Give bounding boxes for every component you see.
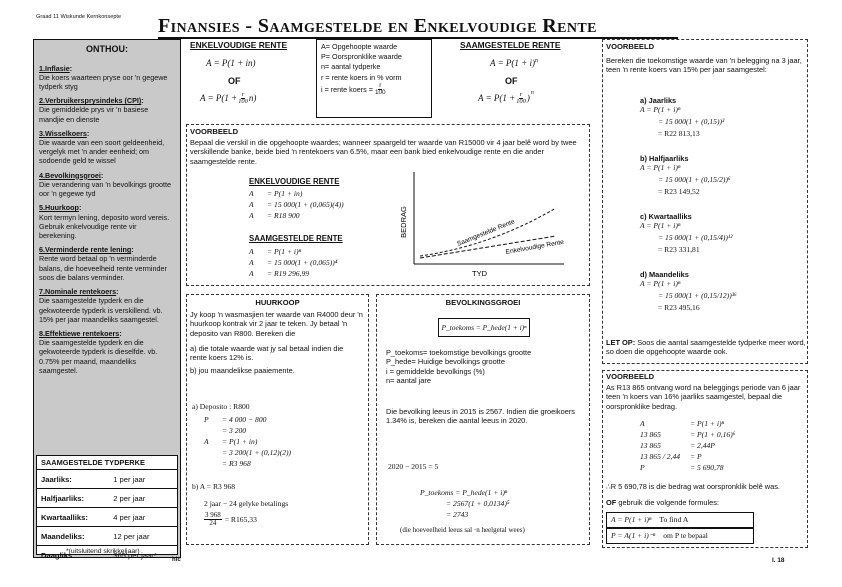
huurkoop-b-label: b) A = R3 968 — [192, 482, 236, 491]
tydperke-value: 4 per jaar — [109, 508, 177, 527]
bevolking-line: = 2567(1 + 0,0134)⁵ — [446, 499, 510, 508]
example1-simple-title: ENKELVOUDIGE RENTE — [249, 177, 340, 186]
sidebar-item-name: Verbruikersprysindeks (CPI) — [45, 96, 142, 106]
example2-part-line: = 15 000(1 + (0,15/12))³⁶ — [658, 291, 737, 301]
bevolking-def: i = gemiddelde bevolkings (%) — [386, 366, 485, 376]
calc-row — [249, 199, 344, 210]
example2-part-result: = R22 813,13 — [658, 128, 700, 138]
tydperke-value: 1 per jaar — [109, 470, 177, 489]
calc-lhs: 13 865 — [640, 429, 661, 439]
huurkoop-b-frac: $\frac{3 968}{24}$ = R165,33 — [205, 511, 257, 527]
example2-part-result: = R23 495,16 — [658, 302, 700, 312]
sidebar-item-heading — [39, 96, 175, 105]
sidebar-item-name: Bevolkingsgroei — [45, 170, 101, 180]
calc-lhs: A — [249, 188, 254, 198]
example2-part-line: A = P(1 + i)ⁿ — [640, 221, 681, 231]
example2-part-label: c) Kwartaalliks — [640, 212, 692, 221]
calc-lhs: 13 865 — [640, 440, 661, 450]
sidebar-item-colon: : — [119, 328, 122, 338]
sidebar-item — [39, 329, 175, 375]
calc-row — [249, 210, 344, 221]
sidebar-item-colon: : — [100, 170, 104, 180]
footer-fragment: hic — [172, 557, 181, 563]
example3-text: As R13 865 ontvang word na beleggings periode van 6 jaar teen 'n koers van 16% jaarliks saamgestel, bepaal die oorspronklike bedrag. — [606, 383, 801, 411]
example2-part — [640, 96, 800, 154]
calc-lhs: P — [204, 414, 209, 424]
calc-row — [249, 188, 344, 199]
sidebar-item-name: Nominale rentekoers — [45, 287, 117, 297]
calc-row — [249, 268, 337, 279]
bevolking-definitions — [386, 348, 586, 386]
legend-item: n= aantal tydperke — [321, 62, 381, 72]
tydperke-key: Daagliks: — [37, 546, 109, 565]
tydperke-row — [37, 470, 177, 489]
calc-rhs: = R19 296,99 — [267, 268, 310, 278]
sidebar-item-colon: : — [78, 203, 82, 213]
calc-rhs: = 15 000(1 + (0,065))⁴ — [267, 257, 338, 267]
sidebar-item-heading — [39, 329, 175, 338]
calc-row — [204, 425, 291, 436]
interest-graph — [396, 166, 574, 278]
sidebar-item-body: Kort termyn lening, deposito word vereis. Gebruik enkelvoudige rente vir berekening. — [39, 212, 170, 241]
graph-x-label: TYD — [472, 269, 487, 278]
simple-alt-formula — [200, 92, 256, 106]
calc-row — [640, 418, 735, 429]
sidebar-item-colon: : — [141, 96, 144, 106]
calc-rhs: = 2,44P — [690, 440, 715, 450]
calc-rhs: = P(1 + in) — [222, 436, 258, 446]
bevolking-note: (die hoeveelheid leeus sal ·n heelgetal wees) — [400, 526, 525, 534]
calc-row — [640, 462, 735, 473]
calc-rhs: = P — [690, 451, 702, 461]
legend-i: i = rente koers = $\frac{r}{100}$ — [321, 81, 386, 97]
calc-rhs: = 3 200 — [222, 425, 247, 435]
simple-alt-post: n) — [248, 93, 257, 104]
example2-part-line: = 15 000(1 + (0,15))³ — [658, 117, 725, 127]
sidebar-item-title: 3. — [39, 128, 45, 138]
bevolking-def: P_toekoms= toekomstige bevolkings grootte — [386, 348, 532, 357]
simple-formula: A = P(1 + in) — [206, 58, 256, 68]
calc-row — [204, 436, 291, 447]
bevolking-title: BEVOLKINGSGROEI — [445, 298, 521, 307]
tydperke-key: Maandeliks: — [37, 527, 109, 546]
example2-part-line: = 15 000(1 + (0,15/2))⁶ — [658, 175, 731, 185]
example1-simple-calc — [249, 188, 344, 221]
calc-rhs: = 5 690,78 — [690, 462, 724, 472]
example2-part-label: a) Jaarliks — [640, 96, 677, 105]
calc-lhs: 13 865 / 2,44 — [640, 451, 681, 461]
or-label-1: OF — [228, 76, 241, 86]
sidebar-item-title: 2. — [39, 96, 45, 106]
sidebar-item-title: 1. — [39, 63, 45, 73]
example1-text: Bepaal die verskil in die opgehoopte waardes; wanneer spaargeld ter waarde van R15000 vir 4 jaar belê word by twee verskillende banke, beide bied 'n rentekoers van 6.5%, maar een bank bied enkelvoudige rente en die ander saamgestelde rente. — [190, 138, 577, 166]
calc-rhs: = R18 900 — [267, 210, 300, 220]
tydperke-table — [36, 455, 178, 560]
calc-row — [204, 414, 291, 425]
sidebar-item-title: 5. — [39, 203, 45, 213]
tydperke-key: Kwartaalliks: — [37, 508, 109, 527]
sidebar-item-heading — [39, 203, 175, 212]
sidebar-item-name: Inflasie — [45, 63, 70, 73]
example2-part-line: A = P(1 + i)ⁿ — [640, 279, 681, 289]
example2-text: Bereken die toekomstige waarde van 'n belegging na 3 jaar, teen 'n rente koers van 15% per jaar saamgestel: — [606, 56, 802, 75]
calc-lhs: A — [249, 199, 254, 209]
tydperke-note: *(uitsluitend skrikkeljaar) — [66, 548, 140, 555]
sidebar-item-body: Die koers waarteen pryse oor 'n gegewe tydperk styg — [39, 72, 168, 91]
tydperke-title: SAAMGESTELDE TYDPERKE — [41, 458, 145, 467]
grade-label: Graad 11 Wiskunde Kernkonsepte — [36, 14, 122, 20]
tydperke-row — [37, 527, 177, 546]
sidebar-item — [39, 171, 175, 199]
huurkoop-a-calc — [204, 414, 291, 469]
tydperke-value: 2 per jaar — [109, 489, 177, 508]
legend-list — [321, 42, 427, 83]
formula-box-p: P = A(1 + i)⁻ⁿ om P te bepaal — [606, 528, 754, 544]
calc-rhs: = P(1 + in) — [267, 188, 303, 198]
example2-part-line: = 15 000(1 + (0,15/4))¹² — [658, 233, 733, 243]
calc-lhs: P — [640, 462, 645, 472]
sidebar-title: ONTHOU: — [86, 44, 128, 54]
huurkoop-b-line1: 2 jaar − 24 gelyke betalings — [204, 499, 289, 508]
calc-rhs: = 15 000(1 + (0,065)(4)) — [267, 199, 344, 209]
calc-row — [640, 429, 735, 440]
huurkoop-title: HUURKOOP — [255, 298, 300, 307]
sidebar-item-colon: : — [69, 63, 73, 73]
sidebar-item-name: Wisselkoers — [45, 128, 87, 138]
formula-box-a: A = P(1 + i)ⁿ To find A — [606, 512, 754, 528]
example1-compound-calc — [249, 246, 337, 279]
page-number: l. 18 — [772, 557, 785, 564]
simple-alt-frac: $\frac{r}{100}$ — [238, 91, 248, 106]
calc-rhs: = P(1 + 0,16)⁶ — [690, 429, 736, 439]
calc-row — [249, 246, 337, 257]
calc-row — [204, 458, 291, 469]
sidebar-item-title: 6. — [39, 245, 45, 255]
example2-part-label: b) Halfjaarliks — [640, 154, 689, 163]
sidebar-item-colon: : — [131, 245, 134, 255]
calc-lhs: A — [249, 257, 254, 267]
sidebar-item-body: Die waarde van een soort geldeenheid, vergelyk met 'n ander eenheid; om sodoende geld te wissel — [39, 138, 165, 166]
calc-row — [640, 440, 735, 451]
sidebar-item-body: Die verandering van 'n bevolkings grootte oor 'n gegewe tyd — [39, 179, 172, 199]
bevolking-formula: P_toekoms = P_hede(1 + i)ⁿ — [438, 318, 530, 337]
sidebar-item-title: 4. — [39, 170, 45, 180]
calc-row — [249, 257, 337, 268]
huurkoop-part-b: b) jou maandelikse paaiemente. — [190, 366, 295, 375]
sidebar-item-heading — [39, 64, 175, 73]
example1-title: VOORBEELD — [190, 127, 239, 136]
graph-y-label: BEDRAG — [399, 206, 408, 238]
calc-row — [640, 451, 735, 462]
sidebar-item-body: Die saamgestelde typderk en die gekwoteerde typderk is dieselfde. vb. 0.75% per maand, maandeliks saamgestel. — [39, 338, 158, 375]
example3-calc — [640, 418, 735, 473]
legend-item: r = rente koers in % vorm — [321, 72, 402, 82]
bevolking-def: P_hede= Huidige bevolkings grootte — [386, 357, 505, 367]
sidebar-item-heading — [39, 129, 175, 138]
sidebar-item-name: Huurkoop — [45, 203, 79, 213]
huurkoop-part-a: a) die totale waarde wat jy sal betaal indien die rente koers 12% is. — [190, 344, 344, 363]
sidebar-item-colon: : — [116, 287, 119, 297]
tydperke-key: Jaarliks: — [37, 470, 109, 489]
sidebar-item-heading — [39, 171, 175, 180]
sidebar-item — [39, 96, 175, 124]
simple-formula-title: ENKELVOUDIGE RENTE — [190, 40, 288, 50]
calc-rhs: = P(1 + i)ⁿ — [690, 418, 724, 428]
calc-lhs: A — [249, 210, 254, 220]
calc-lhs: A — [640, 418, 645, 428]
huurkoop-text: Jy koop 'n wasmasjien ter waarde van R4000 deur 'n huurkoop kontrak vir 2 jaar te teken. Jy betaal 'n deposito van R800. Bereken die — [190, 310, 363, 338]
example2-part-label: d) Maandeliks — [640, 270, 689, 279]
compound-formula: $A = P(1 + i)^n$ — [490, 58, 538, 68]
legend-box — [316, 39, 432, 118]
example2-let-op: LET OP: Soos die aantal saamgestelde tydperke meer word, so doen die opgehoopte waarde ook. — [606, 338, 806, 357]
calc-lhs: A — [249, 246, 254, 256]
tydperke-key: Halfjaarliks: — [37, 489, 109, 508]
sidebar-list — [39, 64, 175, 376]
calc-lhs: A — [204, 436, 209, 446]
compound-alt-formula: A = P(1 + $\frac{r}{100}$ ) $^n$ — [478, 90, 534, 106]
example2-title: VOORBEELD — [606, 42, 655, 51]
example2-part-result: = R23 149,52 — [658, 186, 700, 196]
calc-row — [204, 447, 291, 458]
sidebar-item — [39, 64, 175, 92]
bevolking-years: 2020 − 2015 = 5 — [388, 462, 439, 471]
sidebar-item — [39, 129, 175, 166]
graph-compound-label: Saamgestelde Rente — [456, 218, 516, 248]
example2-parts — [640, 96, 800, 328]
example2-part-line: A = P(1 + i)ⁿ — [640, 105, 681, 115]
example3-title: VOORBEELD — [606, 372, 655, 381]
example2-part — [640, 154, 800, 212]
bevolking-line: P_toekoms = P_hede(1 + i)ⁿ — [420, 488, 508, 497]
calc-lhs: A — [249, 268, 254, 278]
calc-rhs: = P(1 + i)ⁿ — [267, 246, 301, 256]
legend-item: P= Oorspronklike waarde — [321, 52, 402, 62]
sidebar-item-heading — [39, 287, 175, 296]
or-label-2: OF — [505, 76, 518, 86]
example1-compound-title: SAAMGESTELDE RENTE — [249, 234, 343, 243]
example3-of: OF gebruik die volgende formules: — [606, 498, 719, 507]
sidebar-item-title: 8. — [39, 328, 45, 338]
calc-rhs: = 4 000 − 800 — [222, 414, 267, 424]
sidebar-item-name: Effektiewe rentekoers — [45, 328, 120, 338]
example2-part — [640, 212, 800, 270]
simple-alt-pre: A = P(1 + — [200, 93, 238, 104]
example2-part-line: A = P(1 + i)ⁿ — [640, 163, 681, 173]
bevolking-calc — [420, 488, 510, 521]
sidebar-item-body: Die saamgestelde typderk en die gekwoteerde typderk is verskillend. vb. 15% per jaar maandeliks saamgestel. — [39, 296, 163, 324]
tydperke-row — [37, 508, 177, 527]
tydperke-value: 365 per jaar* — [109, 546, 177, 565]
sidebar-item — [39, 245, 175, 282]
example3-conclusion: ∴R 5 690,78 is die bedrag wat oorspronklik belê was. — [606, 482, 780, 491]
calc-rhs: = 3 200(1 + (0,12)(2)) — [222, 447, 292, 457]
sidebar-item-name: Verminderde rente lening — [45, 245, 132, 255]
legend-item: A= Opgehoopte waarde — [321, 42, 398, 51]
compound-formula-title: SAAMGESTELDE RENTE — [460, 40, 561, 50]
sidebar-item — [39, 287, 175, 324]
tydperke-value: 12 per jaar — [109, 527, 177, 546]
sidebar-item-title: 7. — [39, 287, 45, 297]
sidebar-item-heading — [39, 245, 175, 254]
bevolking-text: Die bevolking leeus in 2015 is 2567. Indien die groeikoers 1.34% is, bereken die aantal leeus in 2020. — [386, 407, 575, 426]
example2-part-result: = R23 331,81 — [658, 244, 700, 254]
example2-part — [640, 270, 800, 328]
calc-rhs: = R3 968 — [222, 458, 251, 468]
sidebar-item-body: Rente word betaal op 'n verminderde balans, die hoeveelheid rente verminder soos die balans verminder. — [39, 254, 167, 282]
page-title: Finansies - Saamgestelde en Enkelvoudige Rente — [158, 15, 597, 37]
graph-simple-label: Enkelvoudige Rente — [505, 238, 565, 256]
tydperke-row — [37, 489, 177, 508]
sidebar-item-body: Die gemiddelde prys vir 'n basiese mandjie en dienste — [39, 105, 149, 124]
bevolking-line: = 2743 — [446, 510, 469, 519]
sidebar-item-colon: : — [86, 128, 90, 138]
huurkoop-a-label: a) Deposito : R800 — [192, 402, 250, 411]
bevolking-def: n= aantal jare — [386, 376, 431, 386]
sidebar-item — [39, 203, 175, 240]
